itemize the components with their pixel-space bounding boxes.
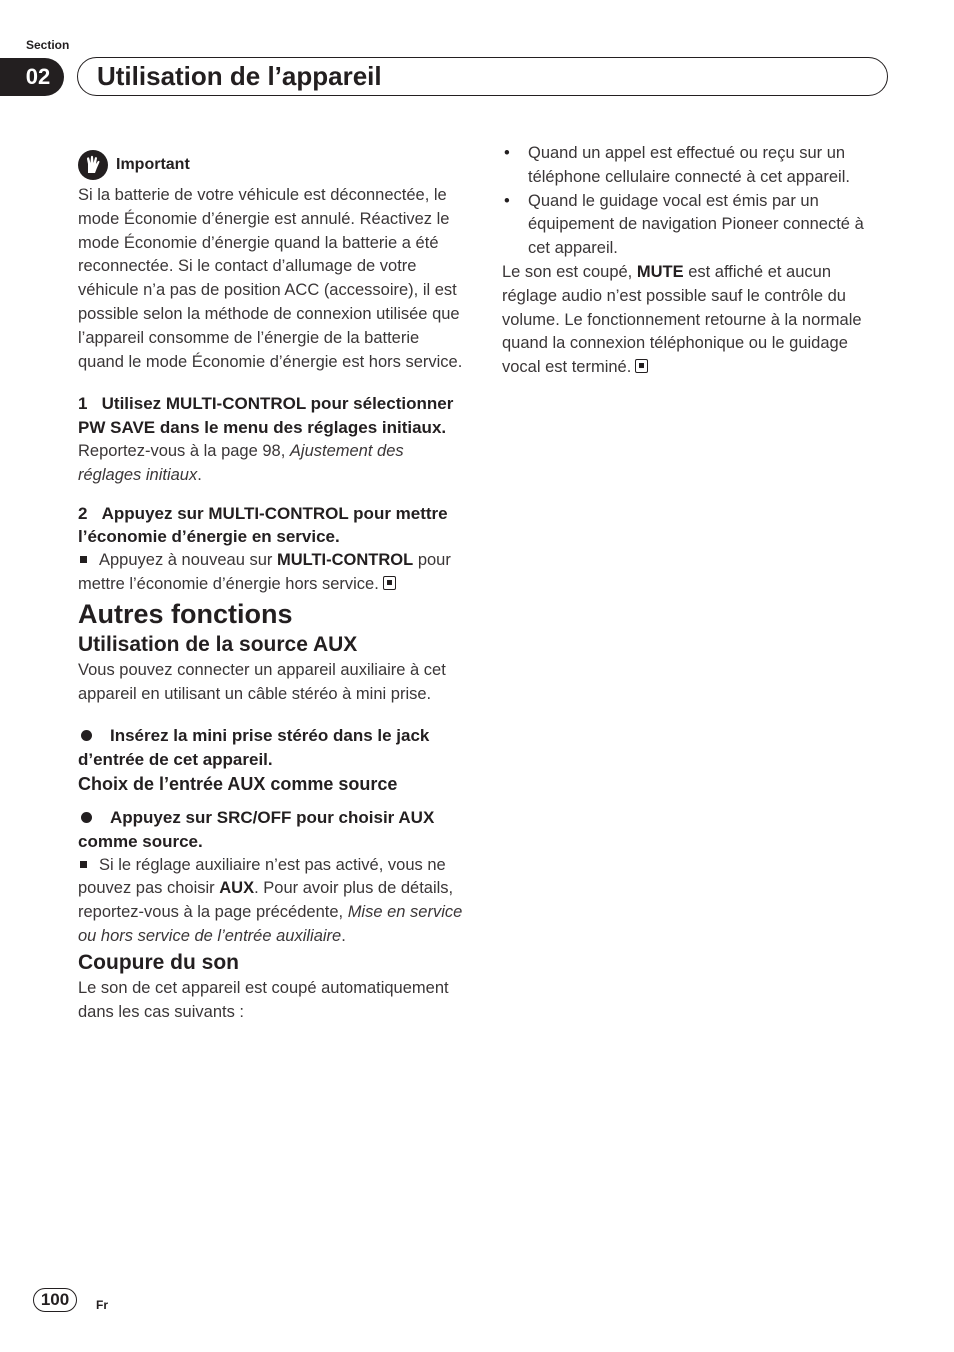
step-dot-icon xyxy=(81,730,92,741)
choix-aux-step-text: Appuyez sur SRC/OFF pour choisir AUX comme source. xyxy=(78,807,435,851)
mute-case-item: • Quand un appel est effectué ou reçu sur un téléphone cellulaire connecté à cet appareil. xyxy=(502,142,882,190)
important-hand-icon xyxy=(78,150,108,180)
note-square-bullet xyxy=(80,861,87,868)
autres-fonctions-heading: Autres fonctions xyxy=(78,598,293,629)
choix-aux-heading: Choix de l’entrée AUX comme source xyxy=(78,773,398,794)
step-1-title xyxy=(78,392,468,440)
choix-aux-note xyxy=(78,854,468,949)
note-square-bullet xyxy=(80,556,87,563)
aux-step xyxy=(78,724,468,772)
step-2-note-suffix: pour mettre l’économie d’énergie hors service. xyxy=(78,551,451,593)
end-of-section-icon xyxy=(635,359,648,373)
right-column xyxy=(502,142,882,380)
aux-step-text: Insérez la mini prise stéréo dans le jack d’entrée de cet appareil. xyxy=(78,726,430,770)
step-2-note-bold: MULTI-CONTROL xyxy=(276,551,414,570)
important-text: Si la batterie de votre véhicule est déconnectée, le mode Économie d’énergie est annulé. Réactivez le mode Économie d’énergie quand la batterie a été reconnectée. Si le contact d’allumage de votre véhicule n’a pas de position ACC (accessoire), il est possible selon la méthode de connexion utilisée que l’appareil consomme de l’énergie de la batterie quand le mode Économie d’énergie est hors service. xyxy=(78,186,463,371)
choix-note-bold: AUX xyxy=(219,879,255,898)
choix-note-end: . xyxy=(341,926,346,945)
step-2-number: 2 xyxy=(78,503,88,523)
mute-para-suffix: est affiché et aucun réglage audio n’est possible sauf le contrôle du volume. Le fonctionnement retourne à la normale quand la connexion téléphonique ou le guidage vocal est terminé. xyxy=(502,262,862,377)
chapter-title: Utilisation de l’appareil xyxy=(97,61,382,91)
choix-note-prefix: Si le réglage auxiliaire n’est pas activé, vous ne pouvez pas choisir xyxy=(78,855,446,898)
choix-aux-step xyxy=(78,806,468,854)
important-label: Important xyxy=(116,156,190,174)
important-header xyxy=(78,146,468,184)
mute-para-prefix: Le son est coupé, xyxy=(502,262,633,281)
choix-note-italic: Mise en service ou hors service de l’entrée auxiliaire xyxy=(78,903,463,945)
coupure-son-heading: Coupure du son xyxy=(78,950,239,974)
step-2-note-prefix: Appuyez à nouveau sur xyxy=(99,551,273,570)
step-1-number: 1 xyxy=(78,394,88,414)
step-2-title xyxy=(78,502,468,550)
section-label: Section xyxy=(26,38,70,52)
mute-case-item: • Quand le guidage vocal est émis par un équipement de navigation Pioneer connecté à cet appareil. xyxy=(502,190,882,261)
left-column xyxy=(78,146,468,1024)
step-1-ref-suffix: . xyxy=(197,465,202,484)
step-1-reference xyxy=(78,440,468,488)
step-dot-icon xyxy=(81,812,92,823)
mute-label: MUTE xyxy=(636,262,684,281)
aux-source-heading: Utilisation de la source AUX xyxy=(78,632,358,656)
step-1-text: Utilisez MULTI-CONTROL pour sélectionner PW SAVE dans le menu des réglages initiaux. xyxy=(78,394,454,438)
aux-intro-text: Vous pouvez connecter un appareil auxiliaire à cet appareil en utilisant un câble stéréo à mini prise. xyxy=(78,660,446,703)
language-code: Fr xyxy=(96,1298,108,1312)
end-of-section-icon xyxy=(383,576,396,590)
coupure-son-text: Le son de cet appareil est coupé automatiquement dans les cas suivants : xyxy=(78,978,449,1021)
step-1-ref-prefix: Reportez-vous à la page 98, xyxy=(78,441,286,460)
section-number: 02 xyxy=(0,58,64,96)
step-2-text: Appuyez sur MULTI-CONTROL pour mettre l’économie d’énergie en service. xyxy=(78,503,448,547)
step-2-note xyxy=(78,549,468,597)
step-1-ref-link: Ajustement des réglages initiaux xyxy=(78,441,404,484)
choix-note-mid: . Pour avoir plus de détails, reportez-vous à la page précédente, xyxy=(78,879,454,922)
page-number: 100 xyxy=(33,1288,77,1312)
mute-paragraph xyxy=(502,261,882,380)
